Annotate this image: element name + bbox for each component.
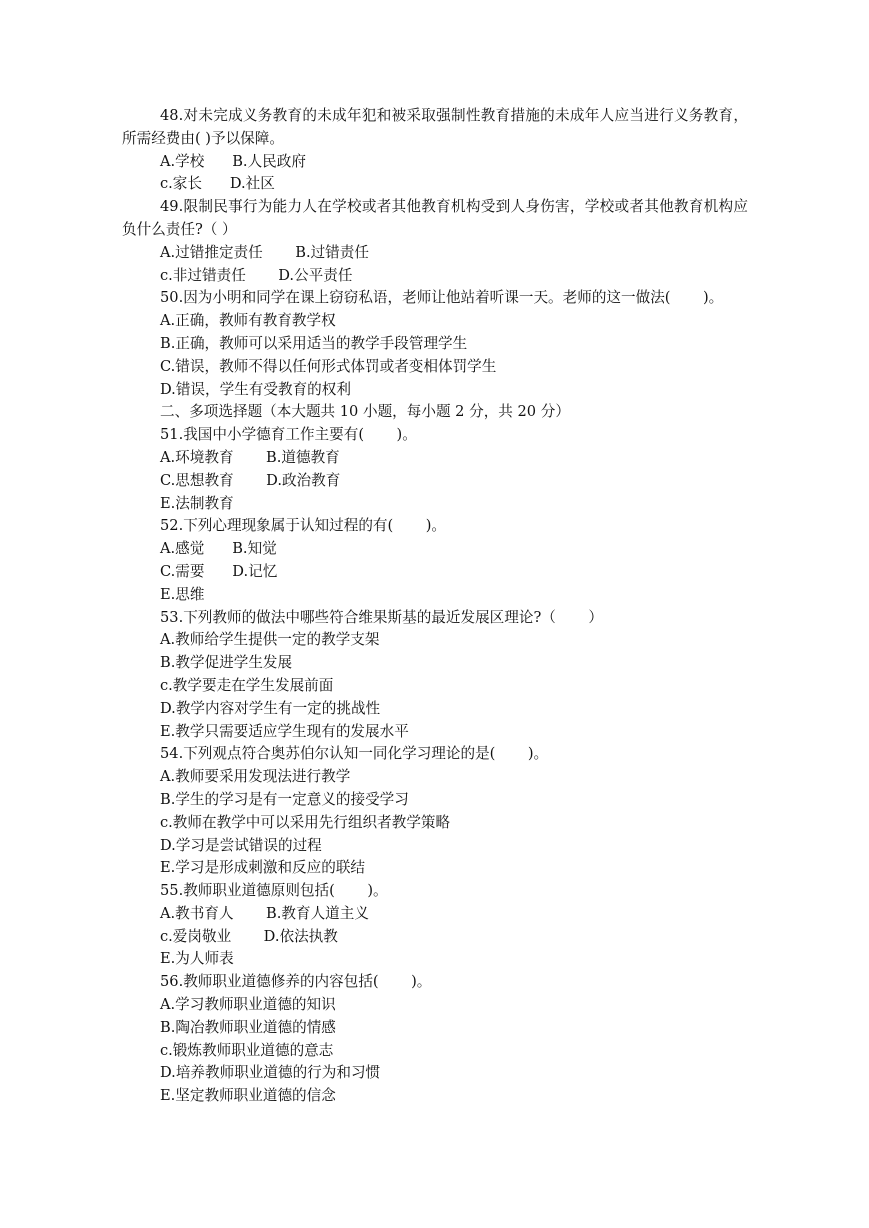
q55-options-row2: c.爱岗敬业 D.依法执教: [160, 927, 338, 945]
q49-stem: 49.限制民事行为能力人在学校或者其他教育机构受到人身伤害，学校或者其他教育机构应负什么责任?（ ）: [122, 198, 748, 238]
q48-options-row2: c.家长 D.社区: [160, 175, 275, 193]
q48-options-row1: A.学校 B.人民政府: [160, 152, 306, 170]
q54-option-b: B.学生的学习是有一定意义的接受学习: [160, 790, 409, 808]
q50-option-b: B.正确，教师可以采用适当的教学手段管理学生: [160, 334, 468, 352]
q51-options-row1: A.环境教育 B.道德教育: [160, 448, 340, 466]
q55-option-e: E.为人师表: [160, 950, 234, 968]
q49-options-row1: A.过错推定责任 B.过错责任: [160, 243, 369, 261]
q53-option-b: B.教学促进学生发展: [160, 654, 293, 672]
q53-option-c: c.教学要走在学生发展前面: [160, 676, 334, 694]
q54-option-d: D.学习是尝试错误的过程: [160, 836, 322, 854]
q50-option-a: A.正确，教师有教育教学权: [160, 312, 336, 330]
q56-stem: 56.教师职业道德修养的内容包括( )。: [160, 973, 432, 991]
q55-stem: 55.教师职业道德原则包括( )。: [160, 882, 388, 900]
q55-options-row1: A.教书育人 B.教育人道主义: [160, 904, 369, 922]
q50-option-d: D.错误，学生有受教育的权利: [160, 380, 351, 398]
exam-content: [122, 105, 748, 1108]
q51-option-e: E.法制教育: [160, 494, 234, 512]
q48-stem: 48.对未完成义务教育的未成年犯和被采取强制性教育措施的未成年人应当进行义务教育，所需经费由( )予以保障。: [122, 107, 748, 147]
q56-option-b: B.陶冶教师职业道德的情感: [160, 1018, 336, 1036]
q50-stem: 50.因为小明和同学在课上窃窃私语，老师让他站着听课一天。老师的这一做法( )。: [160, 289, 724, 307]
q52-option-e: E.思维: [160, 585, 205, 603]
q53-option-e: E.教学只需要适应学生现有的发展水平: [160, 722, 409, 740]
q56-option-e: E.坚定教师职业道德的信念: [160, 1087, 336, 1105]
q54-option-a: A.教师要采用发现法进行教学: [160, 768, 351, 786]
q54-stem: 54.下列观点符合奥苏伯尔认知一同化学习理论的是( )。: [160, 745, 549, 763]
q53-stem: 53.下列教师的做法中哪些符合维果斯基的最近发展区理论?（ ）: [160, 608, 603, 626]
q49-options-row2: c.非过错责任 D.公平责任: [160, 266, 353, 284]
q54-option-e: E.学习是形成刺激和反应的联结: [160, 859, 366, 877]
q54-option-c: c.教师在教学中可以采用先行组织者教学策略: [160, 813, 451, 831]
q53-option-d: D.教学内容对学生有一定的挑战性: [160, 699, 381, 717]
q56-option-c: c.锻炼教师职业道德的意志: [160, 1041, 334, 1059]
q52-options-row2: C.需要 D.记忆: [160, 562, 278, 580]
q50-option-c: C.错误，教师不得以任何形式体罚或者变相体罚学生: [160, 357, 497, 375]
q53-option-a: A.教师给学生提供一定的教学支架: [160, 631, 380, 649]
q52-options-row1: A.感觉 B.知觉: [160, 540, 277, 558]
q56-option-d: D.培养教师职业道德的行为和习惯: [160, 1064, 381, 1082]
q56-option-a: A.学习教师职业道德的知识: [160, 996, 336, 1014]
q51-stem: 51.我国中小学德育工作主要有( )。: [160, 426, 417, 444]
section-heading: 二、多项选择题（本大题共 10 小题，每小题 2 分，共 20 分）: [160, 403, 570, 421]
q51-options-row2: C.思想教育 D.政治教育: [160, 471, 341, 489]
q52-stem: 52.下列心理现象属于认知过程的有( )。: [160, 517, 446, 535]
